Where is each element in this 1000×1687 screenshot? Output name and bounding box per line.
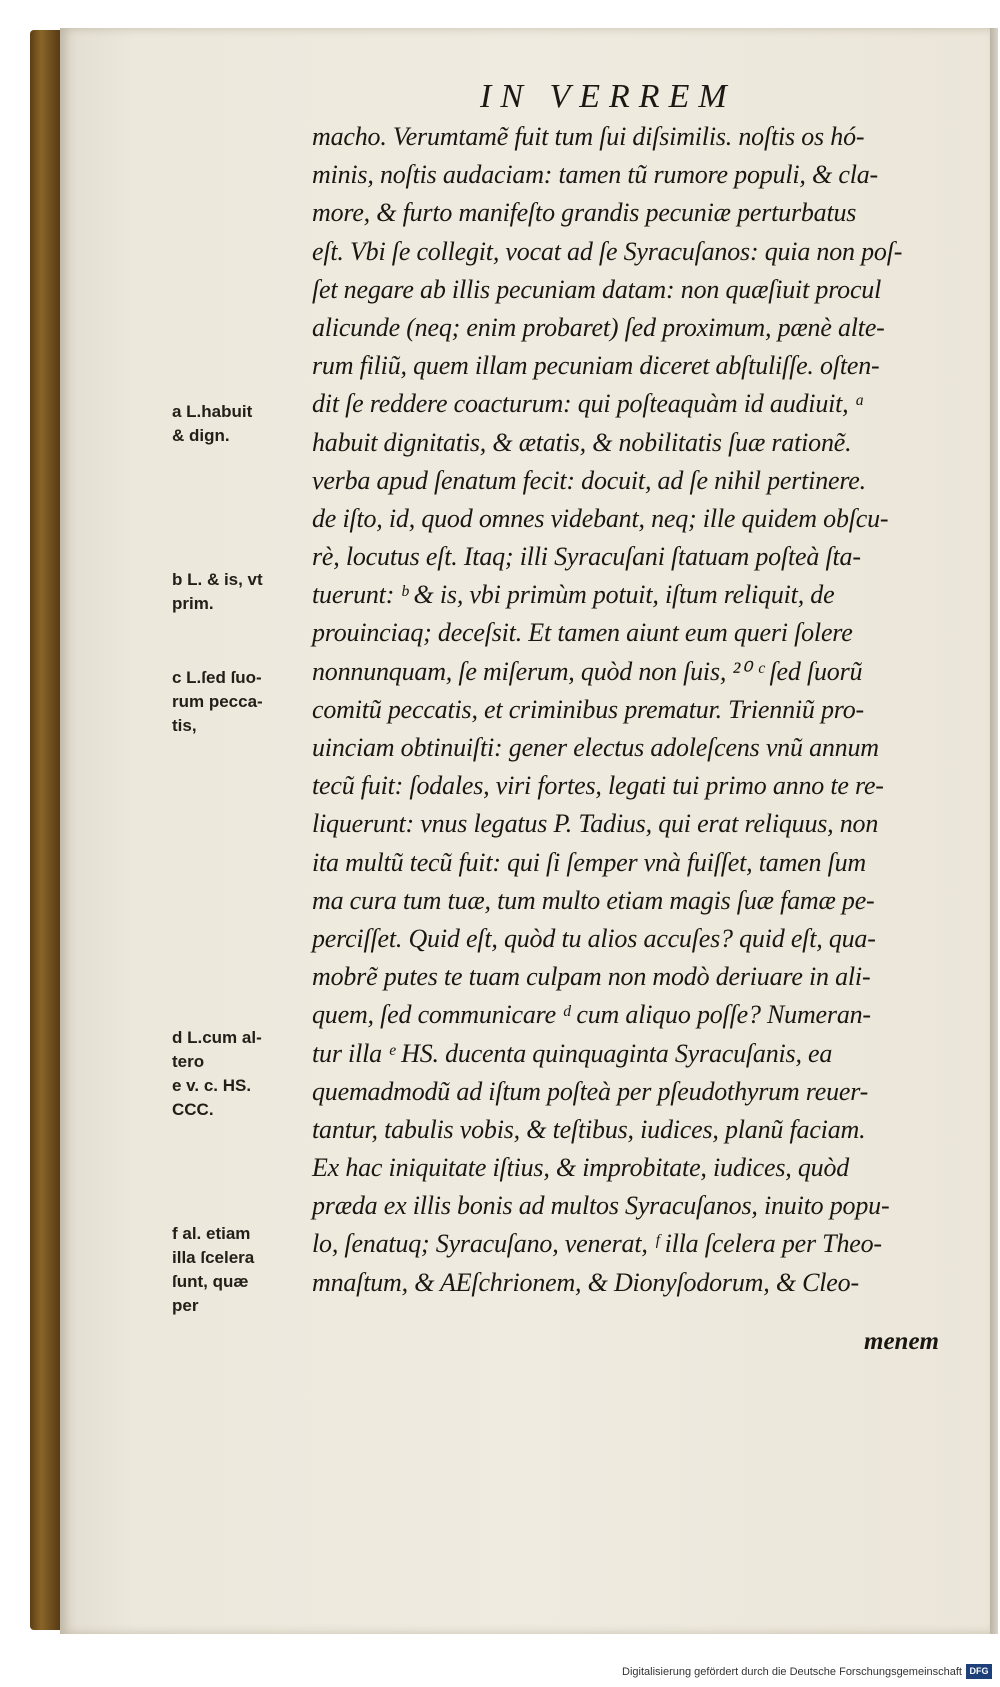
marginal-note-line: ſunt, quæ [172, 1272, 249, 1291]
text-line: more, & furto manifeſto grandis pecuniæ perturbatus [312, 198, 857, 228]
text-line: habuit dignitatis, & ætatis, & nobilitatis ſuæ rationẽ. [312, 427, 852, 457]
marginal-note-line: c L.ſed ſuo- [172, 668, 262, 687]
running-head: IN VERREM [480, 78, 736, 115]
marginal-note-line: & dign. [172, 426, 230, 445]
text-line: mnaſtum, & AEſchrionem, & Dionyſodorum, & Cleo- [312, 1267, 859, 1297]
marginal-note-c [172, 666, 310, 738]
marginal-note-line: per [172, 1296, 199, 1315]
text-line: verba apud ſenatum fecit: docuit, ad ſe nihil pertinere. [312, 465, 866, 495]
marginal-note-line: illa ſcelera [172, 1248, 255, 1267]
text-line: dit ſe reddere coacturum: qui poſteaquàm id audiuit, ᵃ [312, 389, 865, 419]
text-line: ſet negare ab illis pecuniam datam: non quæſiuit procul [312, 274, 882, 304]
marginal-note-line: rum pecca- [172, 692, 263, 711]
text-line: tur illa ᵉ HS. ducenta quinquaginta Syracuſanis, ea [312, 1038, 833, 1068]
marginal-note-a [172, 400, 310, 448]
text-line: minis, noſtis audaciam: tamen tũ rumore populi, & cla- [312, 160, 878, 190]
marginal-note-b [172, 568, 310, 616]
page-right-edge [990, 28, 998, 1634]
marginal-note-line: e v. c. HS. [172, 1076, 252, 1095]
text-line: Ex hac iniquitate iſtius, & improbitate, iudices, quòd [312, 1153, 850, 1183]
text-line: liquerunt: vnus legatus P. Tadius, qui erat reliquus, non [312, 809, 879, 839]
text-line: quem, ſed communicare ᵈ cum aliquo poſſe? Numeran- [312, 1000, 871, 1030]
main-text-block [312, 118, 962, 1302]
marginal-note-line: f al. etiam [172, 1224, 251, 1243]
marginal-note-line: tis, [172, 716, 197, 735]
marginal-note-line: a L.habuit [172, 402, 253, 421]
marginal-note-line: d L.cum al- [172, 1028, 262, 1047]
text-line: comitũ peccatis, et criminibus prematur. Trienniũ pro- [312, 694, 865, 724]
text-line: tecũ fuit: ſodales, viri fortes, legati tui primo anno te re- [312, 771, 884, 801]
text-line: quemadmodũ ad iſtum poſteà per pſeudothyrum reuer- [312, 1076, 869, 1106]
text-line: ma cura tum tuæ, tum multo etiam magis ſuæ famæ pe- [312, 885, 875, 915]
text-line: eſt. Vbi ſe collegit, vocat ad ſe Syracuſanos: quia non poſ- [312, 236, 903, 266]
text-line: præda ex illis bonis ad multos Syracuſanos, inuito popu- [312, 1191, 890, 1221]
marginal-note-f [172, 1222, 310, 1318]
text-line: lo, ſenatuq; Syracuſano, venerat, ᶠ illa ſcelera per Theo- [312, 1229, 882, 1259]
text-line: tuerunt: ᵇ & is, vbi primùm potuit, iſtum reliquit, de [312, 580, 835, 610]
text-line: prouinciaq; deceſsit. Et tamen aiunt eum queri ſolere [312, 618, 853, 648]
marginal-note-line: CCC. [172, 1100, 214, 1119]
text-line: rum filiũ, quem illam pecuniam diceret abſtuliſſe. oſten- [312, 351, 880, 381]
text-line: ita multũ tecũ fuit: qui ſi ſemper vnà fuiſſet, tamen ſum [312, 847, 867, 877]
marginal-note-d [172, 1026, 310, 1122]
catchword: menem [864, 1328, 939, 1355]
text-line: alicunde (neq; enim probaret) ſed proximum, pænè alte- [312, 312, 885, 342]
text-line: uinciam obtinuiſti: gener electus adoleſcens vnũ annum [312, 733, 879, 762]
text-line: de iſto, id, quod omnes videbant, neq; ille quidem obſcu- [312, 503, 889, 533]
text-line: perciſſet. Quid eſt, quòd tu alios accuſes? quid eſt, qua- [312, 923, 876, 953]
text-line: nonnunquam, ſe miſerum, quòd non ſuis, ²⁰ ᶜ ſed ſuorũ [312, 656, 863, 686]
text-line: macho. Verumtamẽ fuit tum ſui diſsimilis. noſtis os hó- [312, 122, 865, 151]
marginal-note-line: tero [172, 1052, 205, 1071]
marginal-note-line: b L. & is, vt [172, 570, 263, 589]
funding-credit: Digitalisierung gefördert durch die Deutsche Forschungsgemeinschaft [622, 1666, 962, 1678]
text-line: tantur, tabulis vobis, & teſtibus, iudices, planũ faciam. [312, 1114, 866, 1144]
dfg-logo-icon: DFG [966, 1664, 992, 1679]
marginal-note-line: prim. [172, 594, 214, 613]
text-line: rè, locutus eſt. Itaq; illi Syracuſani ſtatuam poſteà ſta- [312, 542, 861, 572]
text-line: mobrẽ putes te tuam culpam non modò deriuare in ali- [312, 962, 871, 992]
